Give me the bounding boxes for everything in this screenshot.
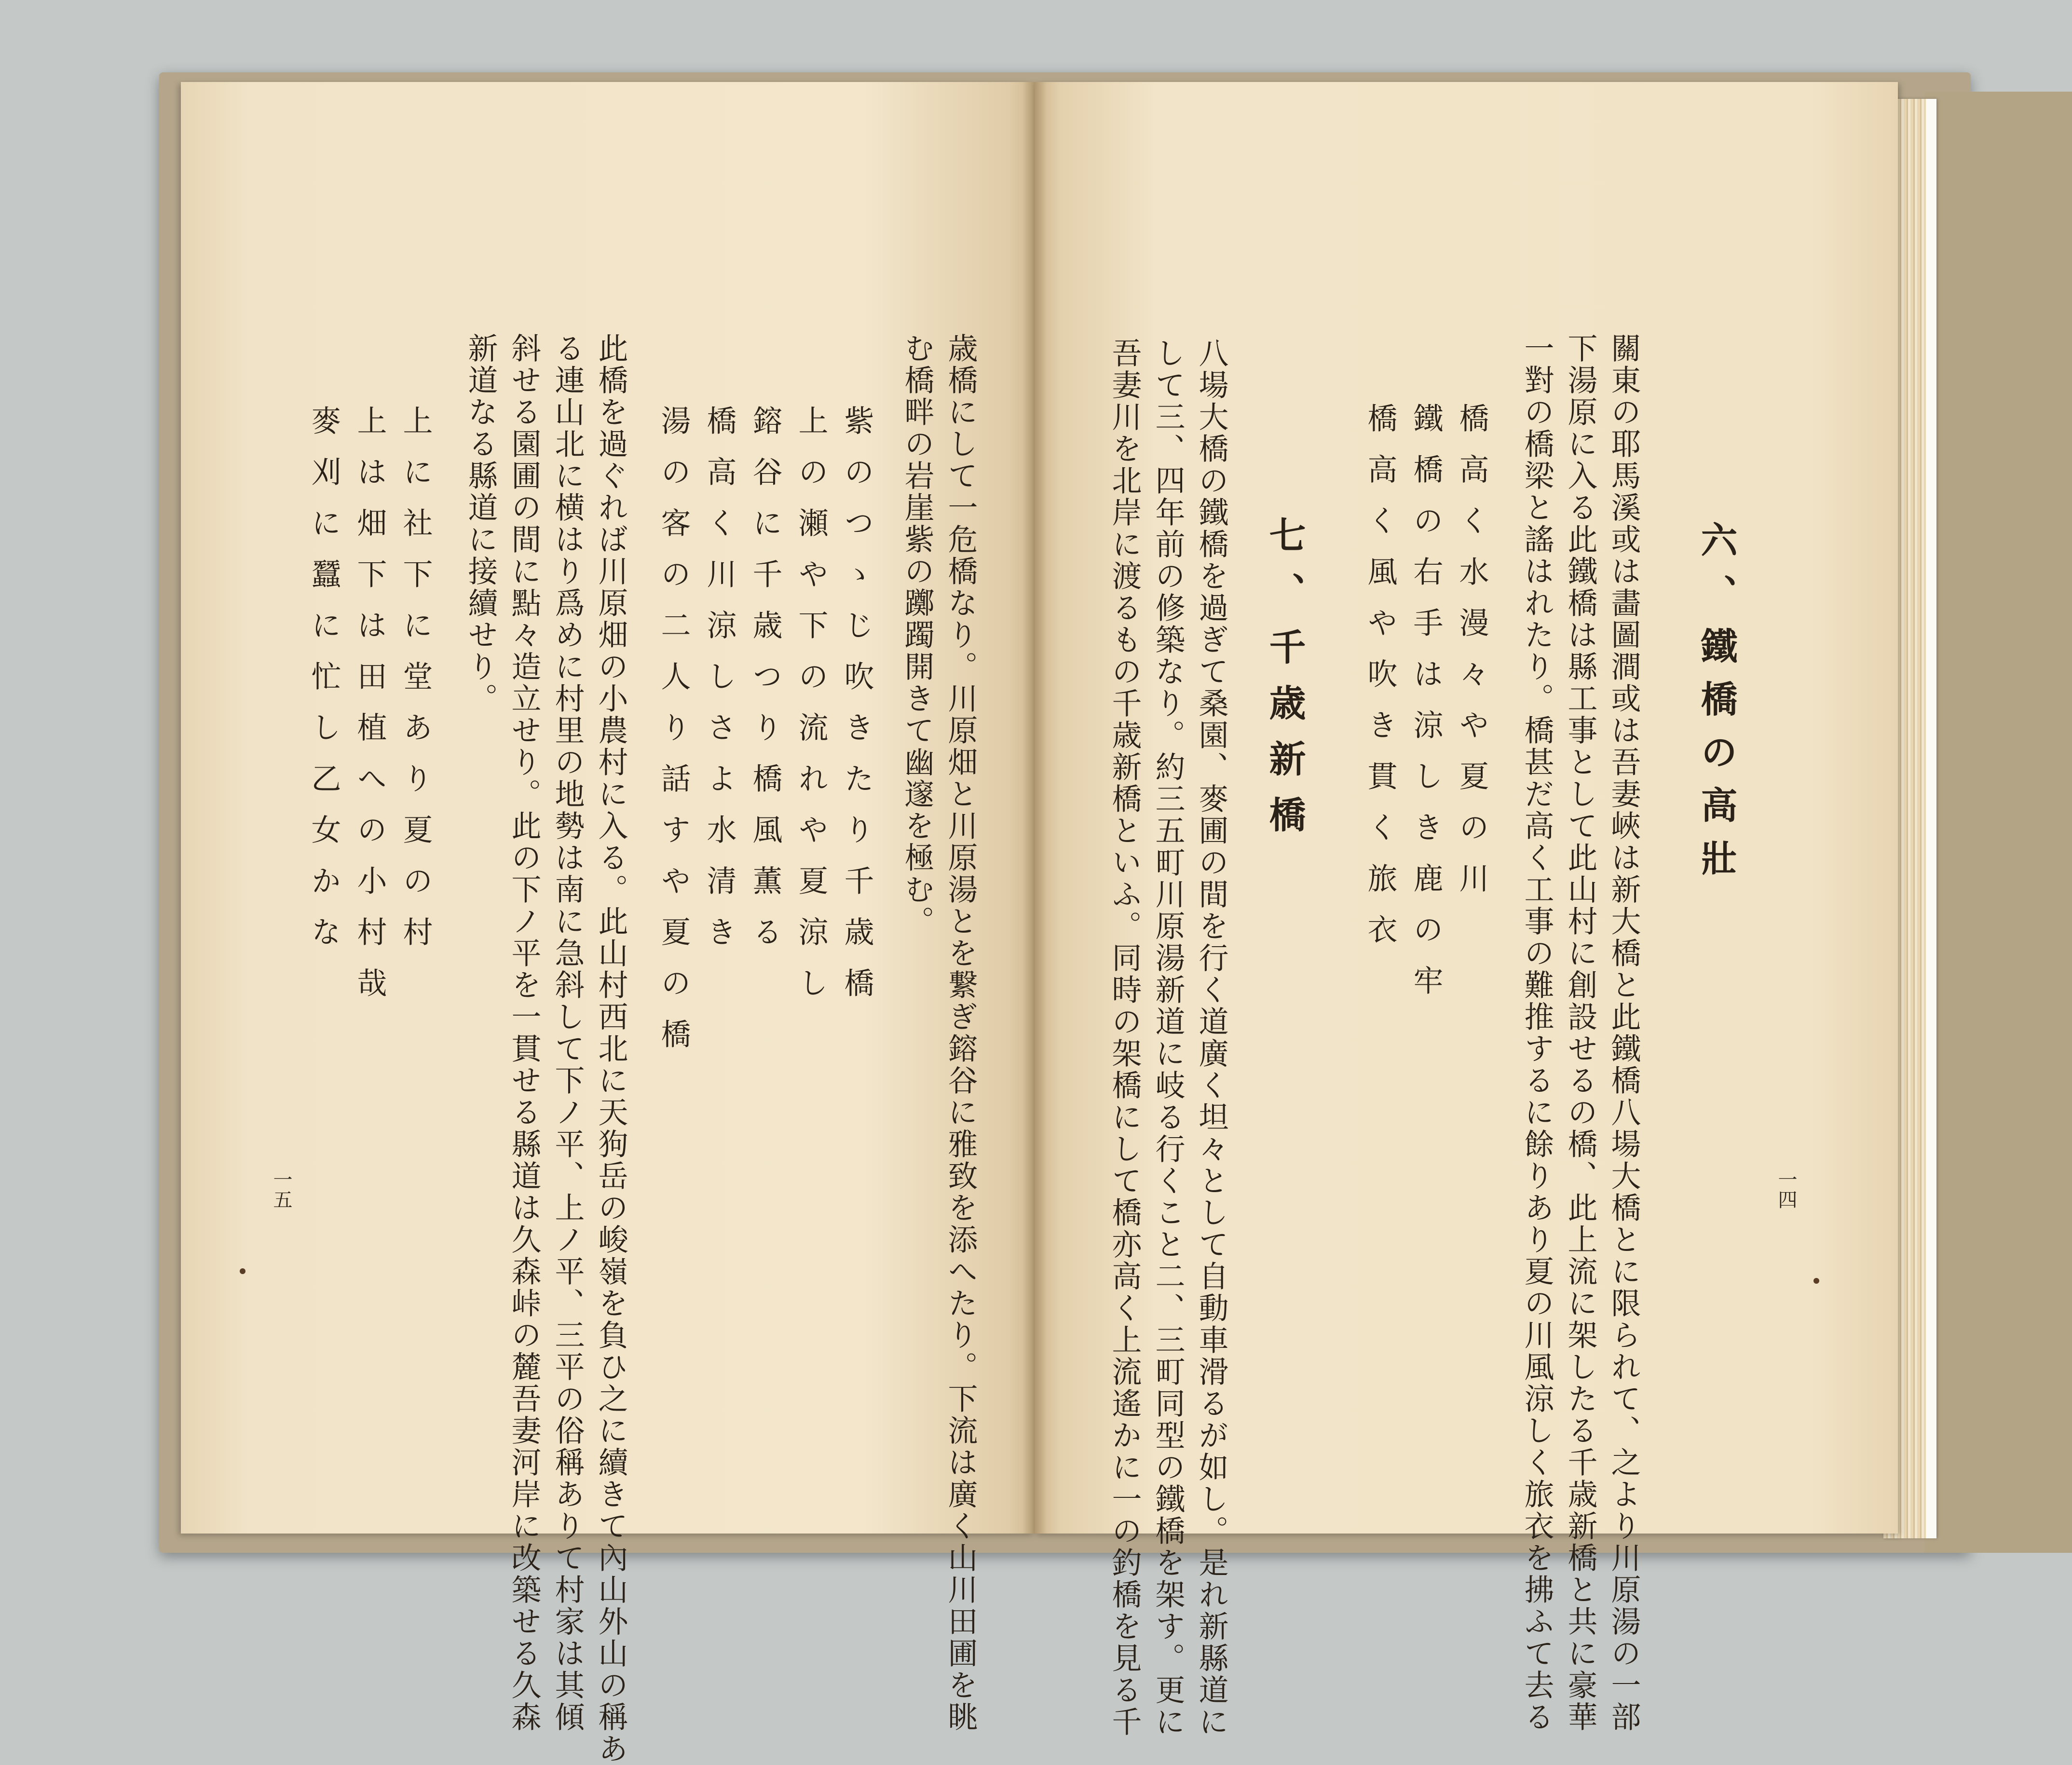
page-mark xyxy=(240,1268,245,1274)
haiku-line: 鐵橋の右手は涼しき鹿の牢 xyxy=(1408,403,1444,1016)
book-gutter xyxy=(1022,82,1047,1534)
page-edge-strip xyxy=(1926,99,1936,1538)
haiku-line: 上は畑下は田植への小村哉 xyxy=(352,405,387,1018)
text-column: 此橋を過ぐれば川原畑の小農村に入る。此山村西北に天狗岳の峻嶺を負ひ之に續きて內山外山の稱あ xyxy=(593,333,628,1765)
section-heading-6: 六、鐵橋の高壯 xyxy=(1695,521,1738,892)
text-column: 斜せる園圃の間に點々造立せり。此の下ノ平を一貫せる縣道は久森峠の麓吾妻河岸に改築せる久森 xyxy=(506,333,542,1733)
haiku-line: 橋高く川涼しさよ水清き xyxy=(702,405,737,967)
haiku-line: 橋高く水漫々や夏の川 xyxy=(1454,403,1489,914)
page-number: 一四 xyxy=(1775,1169,1797,1210)
page-number: 一五 xyxy=(270,1169,292,1210)
book-cover-board xyxy=(1924,92,2072,1553)
text-column: 新道なる縣道に接續せり。 xyxy=(463,333,498,715)
text-column: 八場大橋の鐵橋を過ぎて桑園、麥圃の間を行く道廣く坦々として自動車滑るが如し。是れ新縣道に xyxy=(1194,338,1229,1738)
text-column: 吾妻川を北岸に渡るもの千歳新橋といふ。同時の架橋にして橋亦高く上流遙かに一の釣橋を見る千 xyxy=(1107,338,1142,1738)
text-column: 一對の橋梁と謠はれたり。橋甚だ高く工事の難推するに餘りあり夏の川風涼しく旅衣を拂ふて去る xyxy=(1519,333,1554,1733)
haiku-line: 麥刈に蠶に忙し乙女かな xyxy=(306,405,341,967)
haiku-line: 鎔谷に千歳つり橋風薫る xyxy=(748,405,783,967)
text-column: 歳橋にして一危橋なり。川原畑と川原湯とを繋ぎ鎔谷に雅致を添へたり。下流は廣く山川田圃を眺 xyxy=(943,333,978,1733)
text-column: して三、四年前の修築なり。約三五町川原湯新道に岐る行くこと二、三町同型の鐵橋を架す。更に xyxy=(1150,338,1186,1738)
text-column: 關東の耶馬溪或は畵圖澗或は吾妻峽は新大橋と此鐵橋八場大橋とに限られて、之より川原湯の一部 xyxy=(1606,333,1641,1733)
haiku-line: 上の瀬や下の流れや夏涼し xyxy=(793,405,829,1018)
haiku-line: 橋高く風や吹き貫く旅衣 xyxy=(1363,403,1398,965)
page-mark xyxy=(1813,1278,1819,1284)
section-heading-7: 七、千歳新橋 xyxy=(1263,516,1306,852)
text-column: 下湯原に入る此鐵橋は縣工事として此山村に創設せるの橋、此上流に架したる千歳新橋と共に豪華 xyxy=(1563,333,1598,1733)
text-column: む橋畔の岩崖紫の躑躅開きて幽邃を極む。 xyxy=(900,333,935,937)
haiku-line: 紫のつゝじ吹きたり千歳橋 xyxy=(839,405,874,1018)
text-column: る連山北に横はり爲めに村里の地勢は南に急斜して下ノ平、上ノ平、三平の俗稱ありて村家は其傾 xyxy=(550,333,585,1733)
haiku-line: 湯の客の二人り話すや夏の橋 xyxy=(656,405,691,1070)
haiku-line: 上に社下に堂あり夏の村 xyxy=(398,405,433,967)
